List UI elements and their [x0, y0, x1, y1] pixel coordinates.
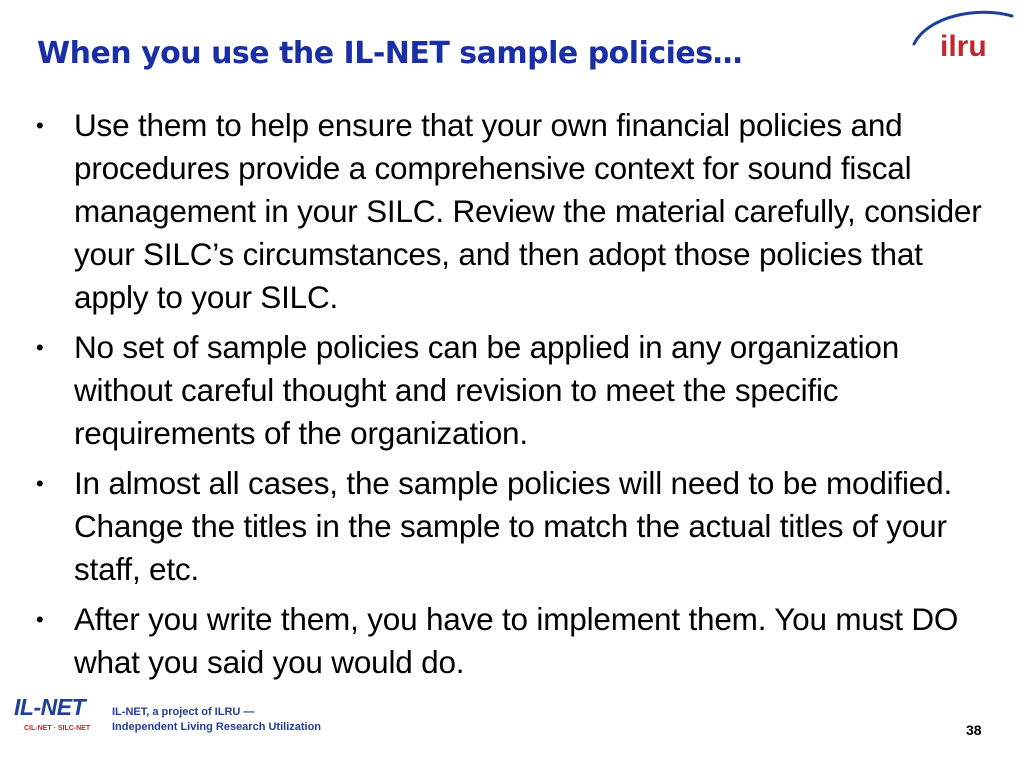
- footer-line-1: IL-NET, a project of ILRU —: [112, 706, 255, 718]
- footer-line-2: Independent Living Research Utilization: [112, 721, 322, 733]
- bullet-icon: •: [36, 113, 44, 138]
- ilru-logo-text: ilru: [940, 30, 987, 63]
- bullet-text: No set of sample policies can be applied in any organization without careful thought and revision to meet the specific requirements of the organization.: [74, 329, 900, 451]
- bullet-item: [36, 462, 996, 591]
- il-net-logo-subtext: CIL-NET · SILC-NET: [24, 725, 91, 732]
- page-number: 38: [966, 722, 982, 738]
- bullet-item: [36, 598, 996, 684]
- footer-credit: [112, 705, 321, 735]
- bullet-item: [36, 326, 996, 455]
- bullet-text: Use them to help ensure that your own financial policies and procedures provide a comprehensive context for sound fiscal management in your SILC. Review the material carefully, consider your SILC’s circumstances, and then adopt those policies that apply to your SILC.: [74, 107, 982, 315]
- slide-title: When you use the IL-NET sample policies…: [37, 36, 743, 71]
- il-net-logo: [14, 694, 100, 740]
- bullet-item: [36, 104, 996, 319]
- bullet-icon: •: [36, 335, 44, 360]
- bullet-text: After you write them, you have to implement them. You must DO what you said you would do.: [74, 601, 959, 680]
- ilru-logo: [908, 4, 1016, 70]
- il-net-logo-text: IL-NET: [14, 694, 86, 720]
- bullet-icon: •: [36, 471, 44, 496]
- bullet-text: In almost all cases, the sample policies will need to be modified. Change the titles in the sample to match the actual titles of your staff, etc.: [74, 465, 952, 587]
- bullet-list: [36, 104, 996, 691]
- bullet-icon: •: [36, 607, 44, 632]
